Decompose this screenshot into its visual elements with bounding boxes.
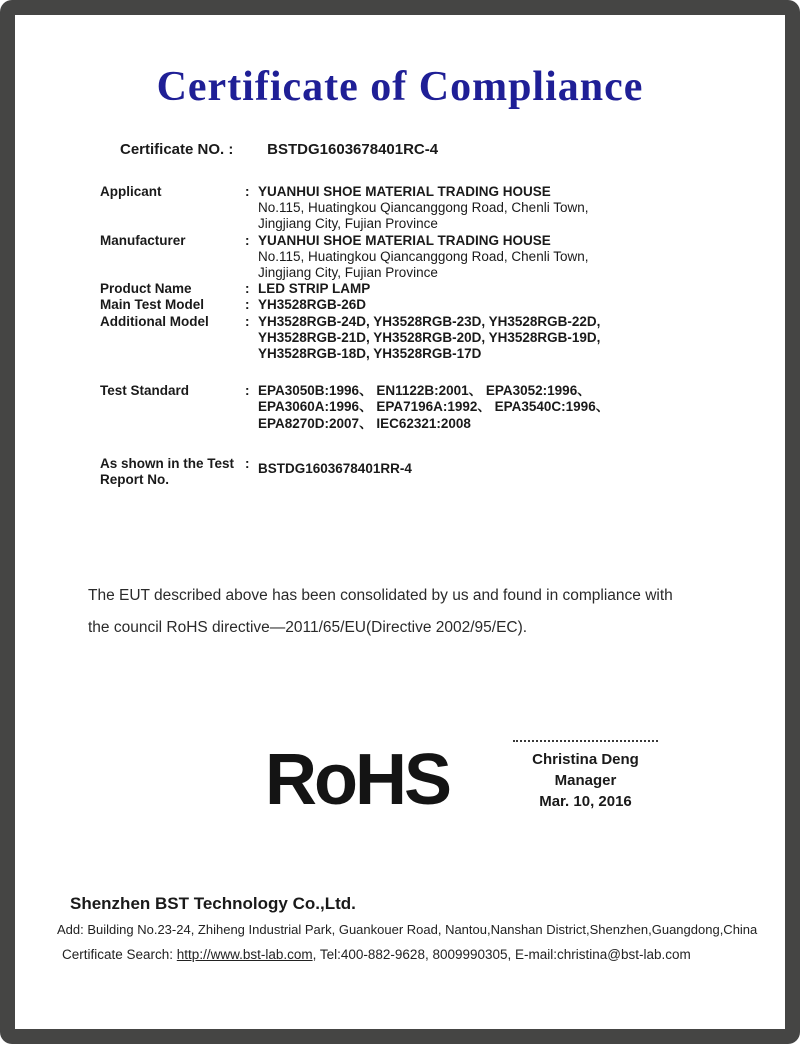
certificate-search-line	[15, 946, 785, 964]
certificate-search-url[interactable]: http://www.bst-lab.com	[176, 947, 313, 962]
applicant-address-1: No.115, Huatingkou Qiancanggong Road, Chenli Town,	[258, 200, 589, 216]
colon: :	[245, 184, 250, 199]
additional-model-value	[258, 314, 600, 363]
manufacturer-value	[258, 233, 588, 282]
compliance-statement-line-1: The EUT described above has been consolidated by us and found in compliance with	[88, 587, 673, 605]
row-test-report	[100, 456, 785, 488]
company-name: Shenzhen BST Technology Co.,Ltd.	[70, 894, 356, 913]
signer-title: Manager	[554, 772, 617, 790]
signature-block	[513, 740, 658, 812]
colon: :	[245, 383, 250, 399]
additional-model-label: Additional Model	[100, 313, 209, 329]
certificate-title: Certificate of Compliance	[156, 64, 644, 110]
row-product-name	[100, 281, 785, 297]
certificate-number-value: BSTDG1603678401RC-4	[267, 141, 439, 158]
applicant-name: YUANHUI SHOE MATERIAL TRADING HOUSE	[258, 184, 551, 199]
applicant-label: Applicant	[100, 184, 162, 199]
row-additional-model	[100, 314, 785, 363]
colon: :	[245, 232, 250, 248]
rohs-logo: RoHS	[265, 740, 449, 821]
product-name-label: Product Name	[100, 281, 192, 297]
main-test-model-text: YH3528RGB-26D	[258, 297, 367, 313]
test-standard-value	[258, 383, 609, 432]
product-name-value	[258, 281, 370, 297]
signature-date: Mar. 10, 2016	[539, 793, 632, 811]
certificate-search-label: Certificate Search:	[62, 947, 177, 962]
test-standard-line-1: EPA3050B:1996、 EN1122B:2001、 EPA3052:1996、	[258, 383, 591, 399]
additional-model-line-1: YH3528RGB-24D, YH3528RGB-23D, YH3528RGB-22D,	[258, 313, 601, 329]
manufacturer-name: YUANHUI SHOE MATERIAL TRADING HOUSE	[258, 232, 551, 248]
row-test-standard	[100, 383, 785, 432]
certificate-page	[15, 15, 785, 1029]
certificate-number-label: Certificate NO. :	[120, 141, 234, 158]
footer	[15, 893, 785, 964]
signature-dotted-line	[513, 740, 658, 742]
company-address: Add: Building No.23-24, Zhiheng Industrial Park, Guankouer Road, Nantou,Nanshan District,Shenzhen,Guangdong,China	[57, 922, 758, 937]
test-standard-line-3: EPA8270D:2007、 IEC62321:2008	[258, 415, 471, 431]
contact-info: , Tel:400-882-9628, 8009990305, E-mail:christina@bst-lab.com	[312, 947, 691, 962]
signer-name: Christina Deng	[532, 751, 639, 769]
main-test-model-value	[258, 297, 366, 313]
manufacturer-address-2: Jingjiang City, Fujian Province	[258, 265, 438, 281]
product-name-text: LED STRIP LAMP	[258, 281, 371, 297]
compliance-statement-line-2: the council RoHS directive—2011/65/EU(Directive 2002/95/EC).	[88, 619, 528, 637]
test-report-value	[258, 456, 412, 477]
additional-model-line-3: YH3528RGB-18D, YH3528RGB-17D	[258, 346, 482, 362]
logo-signature-row	[15, 730, 785, 852]
colon: :	[245, 281, 250, 297]
certificate-number-line	[15, 140, 785, 160]
row-applicant	[100, 184, 785, 233]
manufacturer-label: Manufacturer	[100, 232, 186, 248]
test-standard-label: Test Standard	[100, 383, 190, 399]
applicant-value	[258, 184, 588, 233]
test-report-label: As shown in the Test Report No.	[100, 455, 235, 488]
colon: :	[245, 455, 250, 471]
applicant-address-2: Jingjiang City, Fujian Province	[258, 216, 438, 232]
row-main-test-model	[100, 297, 785, 313]
row-manufacturer	[100, 233, 785, 282]
info-table	[15, 184, 785, 488]
colon: :	[245, 313, 250, 329]
manufacturer-address-1: No.115, Huatingkou Qiancanggong Road, Chenli Town,	[258, 248, 589, 264]
test-standard-line-2: EPA3060A:1996、 EPA7196A:1992、 EPA3540C:1996、	[258, 399, 610, 415]
compliance-statement	[15, 580, 785, 644]
additional-model-line-2: YH3528RGB-21D, YH3528RGB-20D, YH3528RGB-19D,	[258, 329, 601, 345]
colon: :	[245, 297, 250, 313]
test-report-number: BSTDG1603678401RR-4	[258, 460, 412, 476]
main-test-model-label: Main Test Model	[100, 297, 205, 313]
